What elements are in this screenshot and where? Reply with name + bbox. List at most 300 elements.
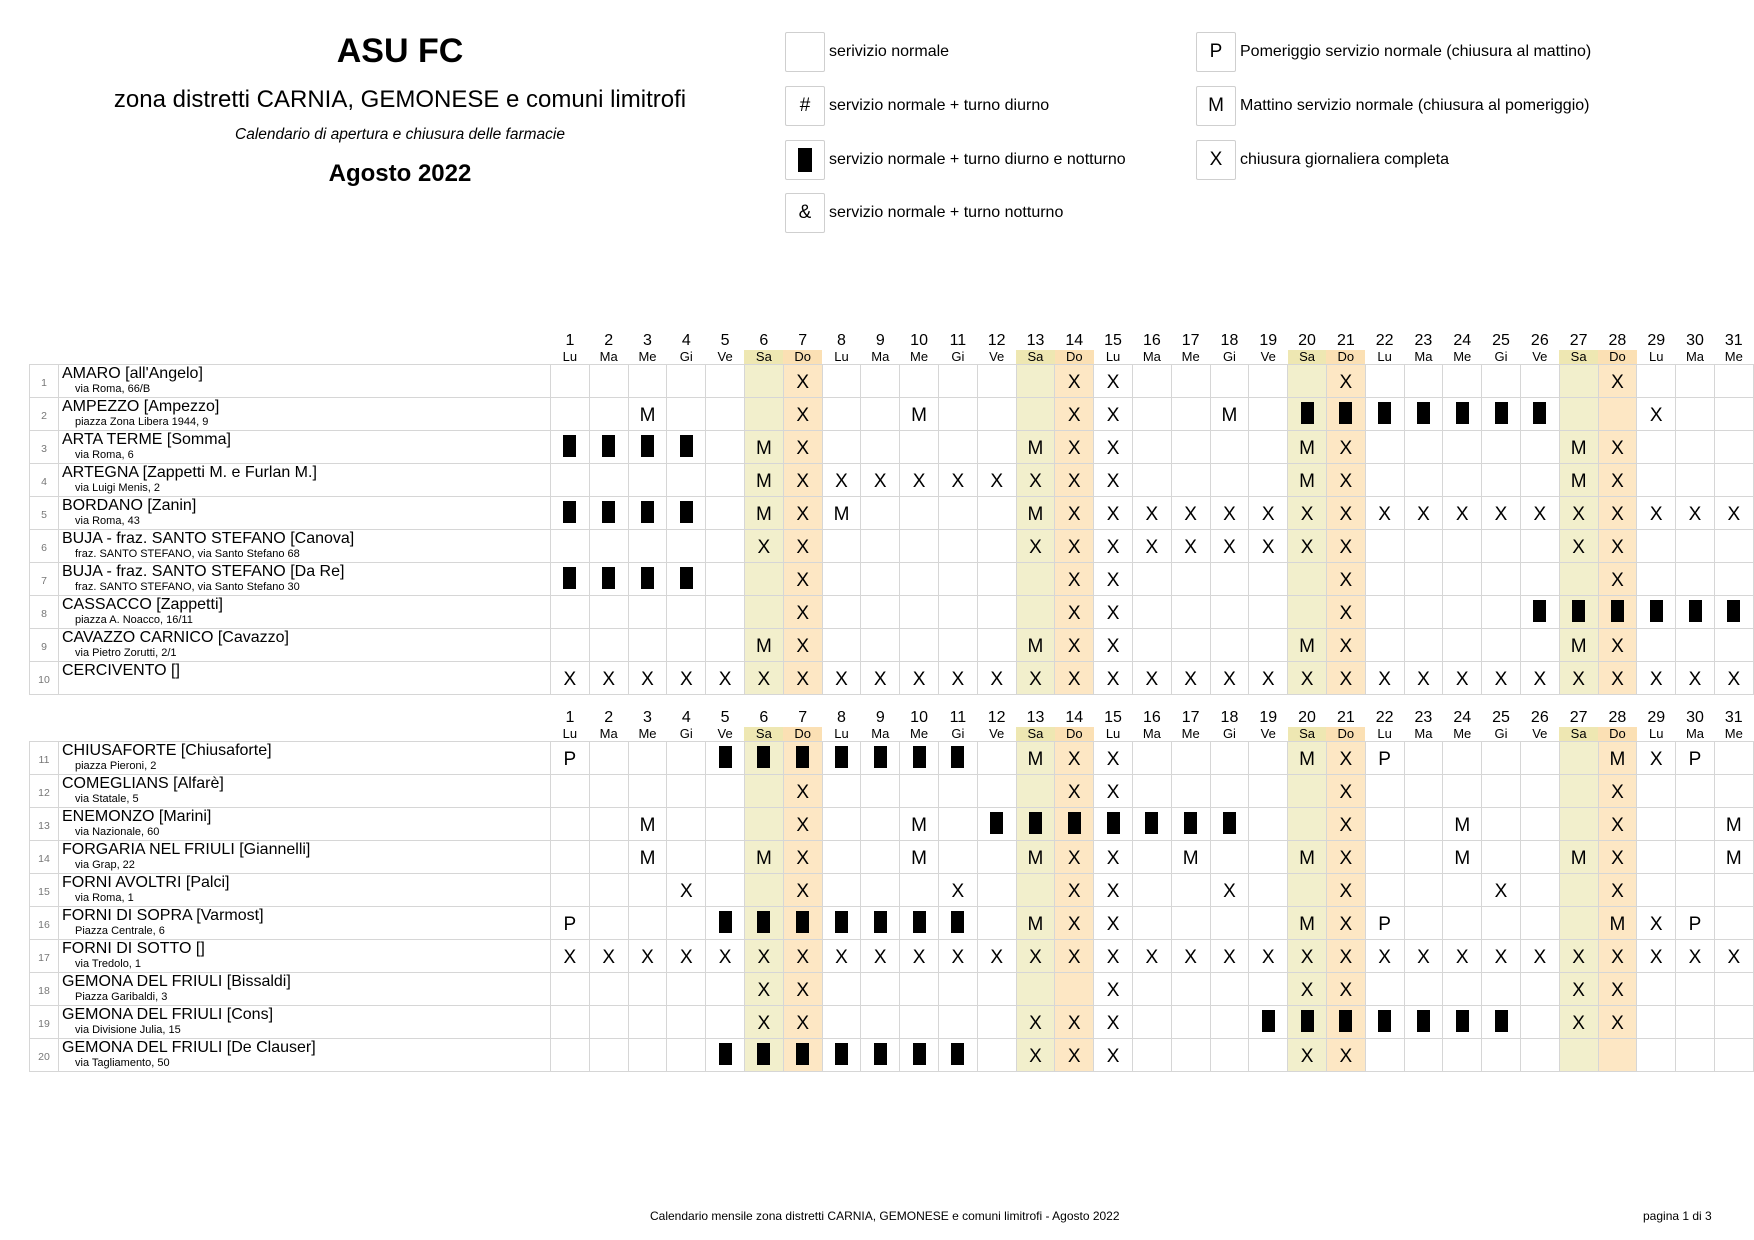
day-cell [861,873,900,906]
closed-cell: X [1598,563,1637,596]
row-index: 10 [30,662,59,695]
day-cell [822,431,861,464]
day-night-shift-icon [1495,1010,1508,1032]
day-cell [1365,972,1404,1005]
closed-cell: X [1094,939,1133,972]
day-night-shift-icon [1223,812,1236,834]
day-cell [861,431,900,464]
day-cell [1404,464,1443,497]
day-cell [861,741,900,774]
day-night-shift-icon [1456,1010,1469,1032]
closed-cell: X [1637,497,1676,530]
legend-item-normal [785,32,949,72]
day-cell [628,1005,667,1038]
day-cell [1404,906,1443,939]
day-cell [667,563,706,596]
closed-cell: X [1210,939,1249,972]
day-cell [589,873,628,906]
day-number: 3 [643,332,652,349]
day-cell [1288,596,1327,629]
day-cell [1482,431,1521,464]
row-index: 13 [30,807,59,840]
day-cell [900,906,939,939]
pharmacy-name: COMEGLIANS [Alfarè] [62,774,224,792]
day-cell [861,563,900,596]
day-cell [938,497,977,530]
legend-item-day-shift [785,86,1049,126]
day-cell [1171,807,1210,840]
day-cell [551,774,590,807]
day-cell [589,596,628,629]
day-cell [1365,365,1404,398]
day-cell [1482,464,1521,497]
day-cell [551,873,590,906]
day-cell [1559,596,1598,629]
day-cell [861,530,900,563]
closed-cell: X [1055,596,1094,629]
weekday-label: Me [1453,725,1472,741]
day-cell [1676,596,1715,629]
day-number: 22 [1375,708,1394,726]
day-number: 28 [1608,332,1627,349]
closed-cell: X [1210,662,1249,695]
weekday-label: Do [1598,350,1637,365]
closed-cell: X [1404,662,1443,695]
row-index: 8 [30,596,59,629]
closed-cell: X [977,939,1016,972]
day-cell [1404,1005,1443,1038]
closed-cell: X [1520,662,1559,695]
day-cell [1132,741,1171,774]
day-cell [1288,563,1327,596]
day-cell [1443,741,1482,774]
closed-cell: X [1094,972,1133,1005]
closed-cell: X [1482,873,1521,906]
day-cell [1404,530,1443,563]
day-number: 6 [759,332,769,349]
pharmacy-row [30,629,1754,662]
day-cell [706,596,745,629]
day-cell [706,365,745,398]
closed-cell: X [1482,939,1521,972]
block-spacer-cell [30,695,1754,705]
weekday-label: Ma [1414,725,1433,741]
day-cell [900,741,939,774]
closed-cell: X [783,774,822,807]
day-night-shift-icon [874,1043,887,1065]
header-spacer [30,705,551,727]
day-cell [1210,840,1249,873]
day-cell [1132,840,1171,873]
closed-cell: X [977,662,1016,695]
day-cell [1171,774,1210,807]
day-number: 16 [1142,708,1161,726]
afternoon-cell: P [1676,906,1715,939]
closed-cell: X [1016,939,1055,972]
row-index: 17 [30,939,59,972]
pharmacy-address: Piazza Garibaldi, 3 [75,990,168,1003]
day-cell [1404,431,1443,464]
closed-cell: X [900,662,939,695]
day-cell [1482,807,1521,840]
black-block-icon [798,148,812,172]
closed-cell: X [1288,939,1327,972]
weekday-label: Lu [1105,725,1121,741]
closed-cell: X [861,464,900,497]
day-cell [938,431,977,464]
day-cell [900,563,939,596]
closed-cell: X [1520,497,1559,530]
day-cell [977,906,1016,939]
month-title: Agosto 2022 [328,160,472,187]
pharmacy-info [59,497,551,530]
weekday-label: Me [1181,349,1200,364]
day-cell [628,906,667,939]
day-cell [1559,398,1598,431]
closed-cell: X [1326,906,1365,939]
pharmacy-row [30,464,1754,497]
pharmacy-name: ENEMONZO [Marini] [62,807,212,825]
legend-symbol-night-shift: & [785,193,825,233]
day-cell [938,596,977,629]
day-cell [1482,741,1521,774]
closed-cell: X [667,873,706,906]
weekday-label: Sa [1016,727,1055,742]
morning-cell: M [628,807,667,840]
day-cell [822,1038,861,1071]
day-number: 9 [875,708,885,726]
day-cell [1676,563,1715,596]
closed-cell: X [861,939,900,972]
day-cell [551,972,590,1005]
pharmacy-name: AMARO [all'Angelo] [62,365,203,382]
day-cell [938,563,977,596]
day-cell [706,972,745,1005]
day-cell [1249,431,1288,464]
day-cell [938,840,977,873]
footer-caption: Calendario mensile zona distretti CARNIA, GEMONESE e comuni limitrofi - Agosto 2022 [650,1209,1120,1223]
closed-cell: X [1132,530,1171,563]
day-number: 26 [1530,708,1549,726]
day-cell [977,365,1016,398]
day-cell [1676,365,1715,398]
day-number: 21 [1336,332,1355,349]
weekday-label: Ma [599,349,618,364]
day-cell [1171,398,1210,431]
day-cell [1714,530,1753,563]
day-cell [551,1005,590,1038]
day-cell [1210,774,1249,807]
weekday-label: Gi [1494,349,1508,364]
day-number: 10 [910,332,928,349]
day-cell [861,629,900,662]
morning-cell: M [744,431,783,464]
row-index: 3 [30,431,59,464]
weekday-label: Do [1326,350,1365,365]
weekday-label: Sa [744,350,783,365]
pharmacy-address: via Tredolo, 1 [75,957,142,970]
day-cell [589,464,628,497]
closed-cell: X [783,662,822,695]
day-cell [1249,398,1288,431]
day-cell [1404,873,1443,906]
weekday-label: Lu [834,725,849,741]
page-number: pagina 1 di 3 [1643,1209,1712,1223]
morning-cell: M [1016,906,1055,939]
closed-cell: X [628,662,667,695]
day-night-shift-icon [1378,402,1391,424]
day-cell [744,774,783,807]
day-cell [1171,972,1210,1005]
day-cell [589,774,628,807]
closed-cell: X [1326,464,1365,497]
day-cell [1365,596,1404,629]
day-cell [1365,563,1404,596]
day-cell [589,1005,628,1038]
day-cell [1714,972,1753,1005]
day-cell [1132,807,1171,840]
pharmacy-address: via Roma, 43 [75,515,140,527]
weekday-label: Do [1055,350,1094,365]
legend-symbol-normal [785,32,825,72]
day-night-shift-icon [1572,600,1585,622]
closed-cell: X [589,939,628,972]
afternoon-cell: P [1365,906,1404,939]
closed-cell: X [1132,939,1171,972]
day-night-shift-icon [874,746,887,768]
closed-cell: X [1055,1038,1094,1071]
weekday-label: Sa [1559,350,1598,365]
zone-subtitle: zona distretti CARNIA, GEMONESE e comuni limitrofi [113,86,687,113]
closed-cell: X [1016,464,1055,497]
closed-cell: X [1443,662,1482,695]
header-spacer [30,350,551,365]
pharmacy-info [59,906,551,939]
closed-cell: X [1055,873,1094,906]
day-number: 10 [910,708,928,726]
day-night-shift-icon [602,435,615,457]
morning-cell: M [744,840,783,873]
day-cell [551,398,590,431]
pharmacy-row [30,563,1754,596]
day-cell [589,1038,628,1071]
pharmacy-row [30,807,1754,840]
closed-cell: X [1520,939,1559,972]
weekday-label: Ve [717,349,733,364]
closed-cell: X [822,464,861,497]
day-cell [1288,365,1327,398]
day-cell [1559,807,1598,840]
day-night-shift-icon [719,911,732,933]
day-cell [977,563,1016,596]
day-night-shift-icon [874,911,887,933]
day-cell [1171,365,1210,398]
day-cell [1520,629,1559,662]
day-cell [1404,365,1443,398]
weekday-label: Sa [1016,350,1055,365]
pharmacy-address: via Divisione Julia, 15 [75,1023,181,1036]
day-cell [1249,1005,1288,1038]
day-number: 2 [604,708,614,726]
header-spacer [30,727,551,742]
day-cell [1443,1038,1482,1071]
day-cell [1520,840,1559,873]
morning-cell: M [1559,431,1598,464]
weekday-label: Gi [1222,349,1236,364]
day-cell [589,497,628,530]
closed-cell: X [1598,530,1637,563]
pharmacy-info [59,431,551,464]
day-cell [667,1038,706,1071]
closed-cell: X [1326,840,1365,873]
weekday-label: Do [1055,727,1094,742]
morning-cell: M [822,497,861,530]
weekday-label: Me [910,349,929,364]
day-number: 18 [1220,708,1239,726]
row-index: 14 [30,840,59,873]
closed-cell: X [1171,497,1210,530]
day-cell [706,741,745,774]
day-cell [1637,873,1676,906]
pharmacy-name: GEMONA DEL FRIULI [Cons] [62,1005,274,1023]
afternoon-cell: P [551,741,590,774]
day-cell [977,840,1016,873]
pharmacy-info [59,774,551,807]
day-cell [1365,1038,1404,1071]
day-night-shift-icon [641,501,654,523]
day-cell [1482,1038,1521,1071]
morning-cell: M [1288,741,1327,774]
weekday-label: Ma [1685,725,1705,741]
day-cell [744,873,783,906]
closed-cell: X [1094,1038,1133,1071]
day-number: 27 [1569,332,1588,349]
day-number: 14 [1065,708,1084,726]
closed-cell: X [1016,662,1055,695]
closed-cell: X [1326,629,1365,662]
closed-cell: X [1714,662,1753,695]
day-cell [1132,431,1171,464]
pharmacy-address: piazza A. Noacco, 16/11 [75,614,193,626]
day-cell [1171,563,1210,596]
day-cell [1443,596,1482,629]
weekday-label: Lu [562,725,578,741]
closed-cell: X [1055,741,1094,774]
weekday-label: Ve [989,725,1005,741]
day-cell [900,1038,939,1071]
pharmacy-name: GEMONA DEL FRIULI [De Clauser] [62,1038,316,1056]
weekday-label: Ma [599,725,618,741]
day-cell [1210,972,1249,1005]
day-cell [1443,398,1482,431]
day-cell [1714,906,1753,939]
day-cell [1249,596,1288,629]
day-cell [1055,807,1094,840]
day-cell [1016,774,1055,807]
day-cell [628,774,667,807]
day-cell [1559,1038,1598,1071]
day-cell [706,1038,745,1071]
weekday-label: Ve [1532,349,1548,364]
day-cell [1171,464,1210,497]
header-spacer [30,328,551,350]
day-cell [938,365,977,398]
closed-cell: X [1132,662,1171,695]
weekday-label: Me [1453,349,1472,364]
pharmacy-info [59,1038,551,1071]
day-cell [1676,807,1715,840]
day-cell [1559,906,1598,939]
day-cell [667,1005,706,1038]
weekday-label: Me [910,725,929,741]
day-cell [1210,1005,1249,1038]
day-night-shift-icon [680,567,693,589]
day-number: 5 [720,332,730,349]
day-cell [1520,563,1559,596]
day-cell [1055,972,1094,1005]
day-cell [1171,741,1210,774]
legend-symbol-morning: M [1196,86,1236,126]
morning-cell: M [1559,629,1598,662]
weekday-label: Ma [871,349,890,364]
closed-cell: X [938,939,977,972]
day-cell [706,807,745,840]
closed-cell: X [1094,629,1133,662]
closed-cell: X [938,464,977,497]
day-cell [861,840,900,873]
pharmacy-name: CHIUSAFORTE [Chiusaforte] [62,741,272,759]
day-cell [744,1038,783,1071]
row-index: 11 [30,741,59,774]
closed-cell: X [1559,1005,1598,1038]
day-cell [938,530,977,563]
closed-cell: X [1559,530,1598,563]
day-cell [1404,398,1443,431]
morning-cell: M [1288,906,1327,939]
closed-cell: X [1094,840,1133,873]
day-cell [628,530,667,563]
day-number: 1 [565,708,575,726]
day-cell [938,972,977,1005]
day-cell [1326,1005,1365,1038]
day-number: 9 [875,332,885,349]
day-cell [900,530,939,563]
day-cell [1249,365,1288,398]
day-cell [1714,873,1753,906]
day-night-shift-icon [1184,812,1197,834]
weekday-label: Gi [951,349,965,364]
day-cell [783,741,822,774]
row-index: 12 [30,774,59,807]
closed-cell: X [783,972,822,1005]
day-cell [1171,629,1210,662]
closed-cell: X [783,873,822,906]
day-night-shift-icon [757,746,770,768]
day-cell [822,774,861,807]
day-cell [1598,596,1637,629]
closed-cell: X [783,398,822,431]
day-number: 21 [1336,708,1355,726]
day-night-shift-icon [1417,402,1430,424]
day-cell [589,530,628,563]
day-cell [1288,873,1327,906]
day-number: 16 [1142,332,1161,349]
day-number: 14 [1065,332,1084,349]
day-cell [861,1038,900,1071]
day-night-shift-icon [563,435,576,457]
weekday-label: Lu [834,349,849,364]
closed-cell: X [1249,939,1288,972]
